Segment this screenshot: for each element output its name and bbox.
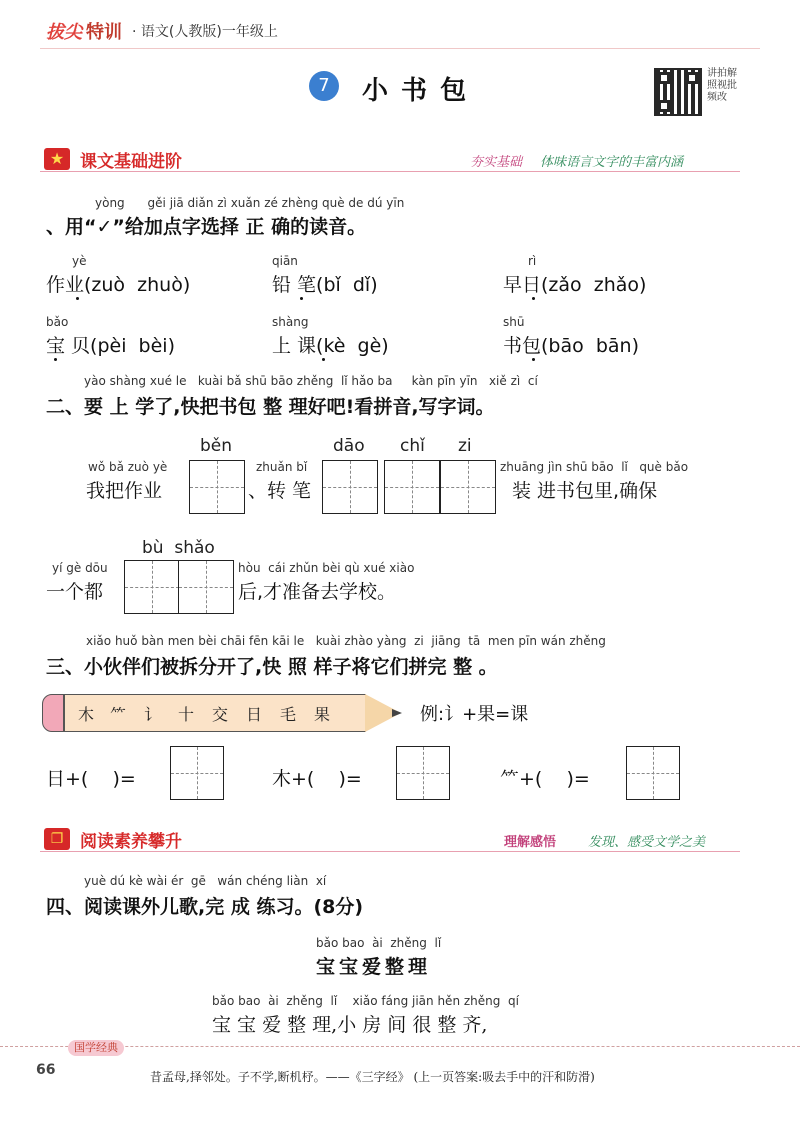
q2-pinyin: yào shàng xué le kuài bǎ shū bāo zhěng lǐ hǎo ba kàn pīn yīn xiě zì cí	[84, 374, 538, 388]
writing-box[interactable]	[178, 560, 234, 614]
q2-prompt: 二、要 上 学了,快把书包 整 理好吧!看拼音,写字词。	[46, 396, 495, 418]
poem-title: 宝宝爱整理	[316, 956, 432, 978]
emphasis-dot	[76, 297, 79, 300]
q2-line2-text: 一个都	[46, 581, 104, 603]
q3-pinyin: xiǎo huǒ bàn men bèi chāi fēn kāi le kuài zhào yàng zi jiāng tā men pīn wán zhěng	[86, 634, 606, 648]
pinyin-ben: běn	[200, 436, 233, 456]
writing-box[interactable]	[626, 746, 680, 800]
lesson-title: 小 书 包	[362, 76, 469, 106]
pencil-char: 十	[178, 705, 195, 724]
q4-pinyin: yuè dú kè wài ér gē wán chéng liàn xí	[84, 874, 327, 888]
q1-item[interactable]: 铅 笔(bǐ dǐ)	[272, 274, 378, 296]
q1-pinyin: yòng gěi jiā diǎn zì xuǎn zé zhèng què de dú yīn	[95, 196, 405, 210]
q1-item-pinyin: rì	[528, 254, 537, 268]
q2-zhuanbi-pinyin: zhuǎn bǐ	[256, 460, 308, 474]
q1-prompt: 、用“✓”给加点字选择 正 确的读音。	[46, 216, 367, 238]
page-number: 66	[36, 1062, 56, 1078]
q2-line2-pinyin: yí gè dōu	[52, 561, 108, 575]
q1-item-pinyin: yè	[72, 254, 87, 268]
writing-box[interactable]	[322, 460, 378, 514]
emphasis-dot	[322, 358, 325, 361]
writing-box[interactable]	[170, 746, 224, 800]
pencil-char: 交	[212, 705, 229, 724]
lesson-number: 7	[318, 75, 330, 96]
section-reading-tag1: 理解感悟	[504, 835, 557, 850]
page-header	[46, 18, 466, 48]
pinyin-dao: dāo	[333, 436, 365, 456]
q1-item-pinyin: qiān	[272, 254, 298, 268]
pencil-char: 讠	[144, 705, 161, 724]
section-basic-header	[40, 146, 740, 172]
q2-line1-tail-text: 装 进书包里,确保	[512, 480, 658, 502]
pinyin-bushao: bù shǎo	[142, 538, 215, 558]
writing-box[interactable]	[124, 560, 180, 614]
pinyin-zi: zi	[458, 436, 472, 456]
emphasis-dot	[300, 297, 303, 300]
q2-line2-tail-text: 后,才准备去学校。	[238, 581, 397, 603]
writing-box[interactable]	[440, 460, 496, 514]
q4-prompt: 四、阅读课外儿歌,完 成 练习。(8分)	[46, 896, 364, 918]
q1-item[interactable]: 早日(zǎo zhǎo)	[503, 274, 647, 296]
footer-quote: 昔孟母,择邻处。子不学,断机杼。——《三字经》 (上一页答案:吸去手中的汗和防滑)	[150, 1070, 595, 1084]
emphasis-dot	[54, 358, 57, 361]
q2-line1-text: 我把作业	[86, 480, 163, 502]
poem-line: 宝 宝 爱 整 理,小 房 间 很 整 齐,	[212, 1014, 488, 1036]
lesson-number-badge	[309, 71, 339, 101]
footer-badge: 国学经典	[68, 1040, 124, 1056]
pencil-char: 日	[246, 705, 263, 724]
writing-box[interactable]	[384, 460, 440, 514]
writing-box[interactable]	[396, 746, 450, 800]
brand-logo-2: 特训	[86, 22, 122, 43]
section-basic-title: 课文基础进阶	[80, 152, 182, 172]
book-icon: ❐	[44, 828, 70, 850]
writing-box[interactable]	[189, 460, 245, 514]
qr-caption: 讲拍解照视批频改	[707, 68, 737, 103]
q3-blank[interactable]: 木+( )=	[272, 768, 362, 790]
q2-line2-tail-pinyin: hòu cái zhǔn bèi qù xué xiào	[238, 561, 415, 575]
emphasis-dot	[532, 358, 535, 361]
section-basic-tag2: 体味语言文字的丰富内涵	[540, 155, 684, 170]
pencil-char: ⺮	[110, 705, 127, 724]
q2-line1-pinyin: wǒ bǎ zuò yè	[88, 460, 168, 474]
brand-logo: 拔尖	[46, 22, 82, 43]
q3-example: 例:讠+果=课	[420, 704, 529, 725]
section-reading-title: 阅读素养攀升	[80, 832, 182, 852]
star-icon: ★	[44, 148, 70, 170]
poem-line-pinyin: bǎo bao ài zhěng lǐ xiǎo fáng jiān hěn zhěng qí	[212, 994, 519, 1008]
book-subject: · 语文(人教版)一年级上	[132, 24, 278, 40]
q1-item[interactable]: 上 课(kè gè)	[272, 335, 389, 357]
q1-item-pinyin: bǎo	[46, 315, 69, 329]
pencil-char: 果	[314, 705, 331, 724]
q1-item[interactable]: 作业(zuò zhuò)	[46, 274, 191, 296]
q3-blank[interactable]: ⺮+( )=	[500, 768, 590, 790]
poem-title-pinyin: bǎo bao ài zhěng lǐ	[316, 936, 442, 950]
pencil-char: 木	[78, 705, 95, 724]
q2-zhuanbi-text: 、转 笔	[248, 480, 312, 502]
qr-code-icon[interactable]	[654, 68, 702, 116]
header-divider	[40, 48, 760, 49]
q3-prompt: 三、小伙伴们被拆分开了,快 照 样子将它们拼完 整 。	[46, 656, 498, 678]
q1-item-pinyin: shū	[503, 315, 525, 329]
emphasis-dot	[532, 297, 535, 300]
pencil-char: 毛	[280, 705, 297, 724]
pinyin-chi: chǐ	[400, 436, 425, 456]
section-reading-tag2: 发现、感受文学之美	[588, 835, 706, 850]
section-reading-header	[40, 826, 740, 852]
q1-item[interactable]: 书包(bāo bān)	[503, 335, 639, 357]
q2-line1-tail-pinyin: zhuāng jìn shū bāo lǐ què bǎo	[500, 460, 689, 474]
section-basic-tag1: 夯实基础	[470, 155, 523, 170]
q3-blank[interactable]: 日+( )=	[46, 768, 136, 790]
q1-item-pinyin: shàng	[272, 315, 309, 329]
q1-item[interactable]: 宝 贝(pèi bèi)	[46, 335, 176, 357]
